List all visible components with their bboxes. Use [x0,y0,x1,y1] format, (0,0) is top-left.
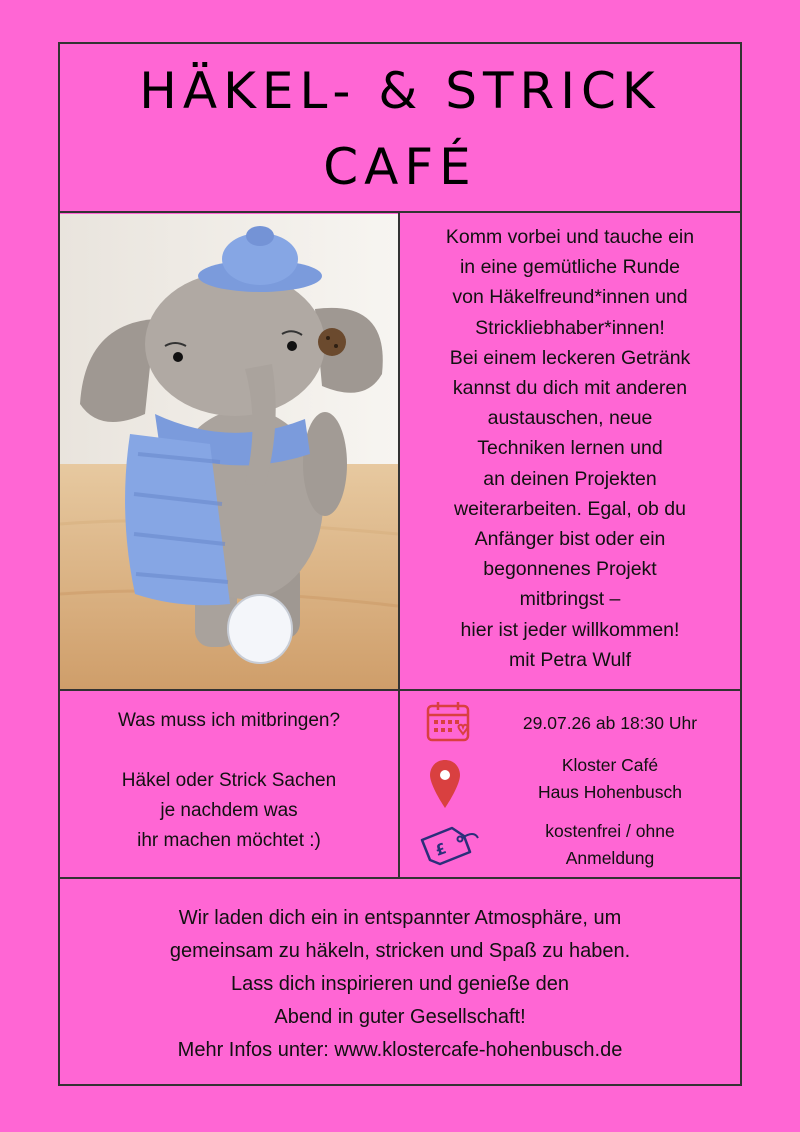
intro-line: in eine gemütliche Runde [459,256,681,279]
divider-title [58,211,742,213]
intro-line: Anfänger bist oder ein [474,528,666,551]
footer-line: gemeinsam zu häkeln, stricken und Spaß zu haben. [169,940,631,962]
footer-text [60,902,740,1067]
intro-line: mit Petra Wulf [508,648,632,671]
intro-line: austauschen, neue [487,407,653,430]
title-line-1: HÄKEL- & STRICK [139,62,661,120]
divider-middle [58,689,742,691]
calendar-heart-icon [426,700,472,749]
bring-answer-line: je nachdem was [160,800,298,821]
intro-line: Komm vorbei und tauche ein [445,226,695,248]
map-pin-icon [428,758,462,815]
intro-line: Techniken lernen und [477,437,663,460]
price-line-2: Anmeldung [565,848,655,868]
intro-line: mitbringst – [519,588,621,611]
bring-question: Was muss ich mitbringen? [117,710,341,731]
price-line-1: kostenfrei / ohne [545,821,675,841]
date-row [400,698,740,748]
intro-line: begonnenes Projekt [483,558,657,581]
intro-line: von Häkelfreund*innen und [452,286,688,309]
location-text [495,752,725,806]
price-text [495,818,725,872]
intro-line: kannst du dich mit anderen [452,377,688,400]
location-line-1: Kloster Café [561,755,659,775]
location-row [400,752,740,812]
intro-line: Strickliebhaber*innen! [475,316,665,339]
intro-text [402,222,738,675]
divider-footer [58,877,742,879]
bring-answer-line: Häkel oder Strick Sachen [121,770,337,791]
date-text: 29.07.26 ab 18:30 Uhr [522,713,698,733]
crochet-elephant-photo [60,214,398,689]
footer-website-line: Mehr Infos unter: www.klostercafe-hohenbusch.de [177,1039,623,1061]
intro-line: Bei einem leckeren Getränk [449,346,691,369]
footer-line: Lass dich inspirieren und genieße den [231,973,569,995]
bring-section [60,706,398,856]
intro-line: weiterarbeiten. Egal, ob du [454,497,686,520]
intro-line: hier ist jeder willkommen! [460,618,680,641]
intro-line: an deinen Projekten [483,467,657,490]
footer-line: Wir laden dich ein in entspannter Atmosphäre, um [178,907,622,929]
footer-line: Abend in guter Gesellschaft! [274,1006,526,1028]
price-tag-icon [418,822,482,873]
location-line-2: Haus Hohenbusch [538,782,682,802]
bring-answer-line: ihr machen möchtet :) [137,830,321,851]
page-title [60,48,740,210]
svg-text:£: £ [432,839,449,860]
price-row [400,818,740,874]
title-line-2: CAFÉ [323,138,477,196]
